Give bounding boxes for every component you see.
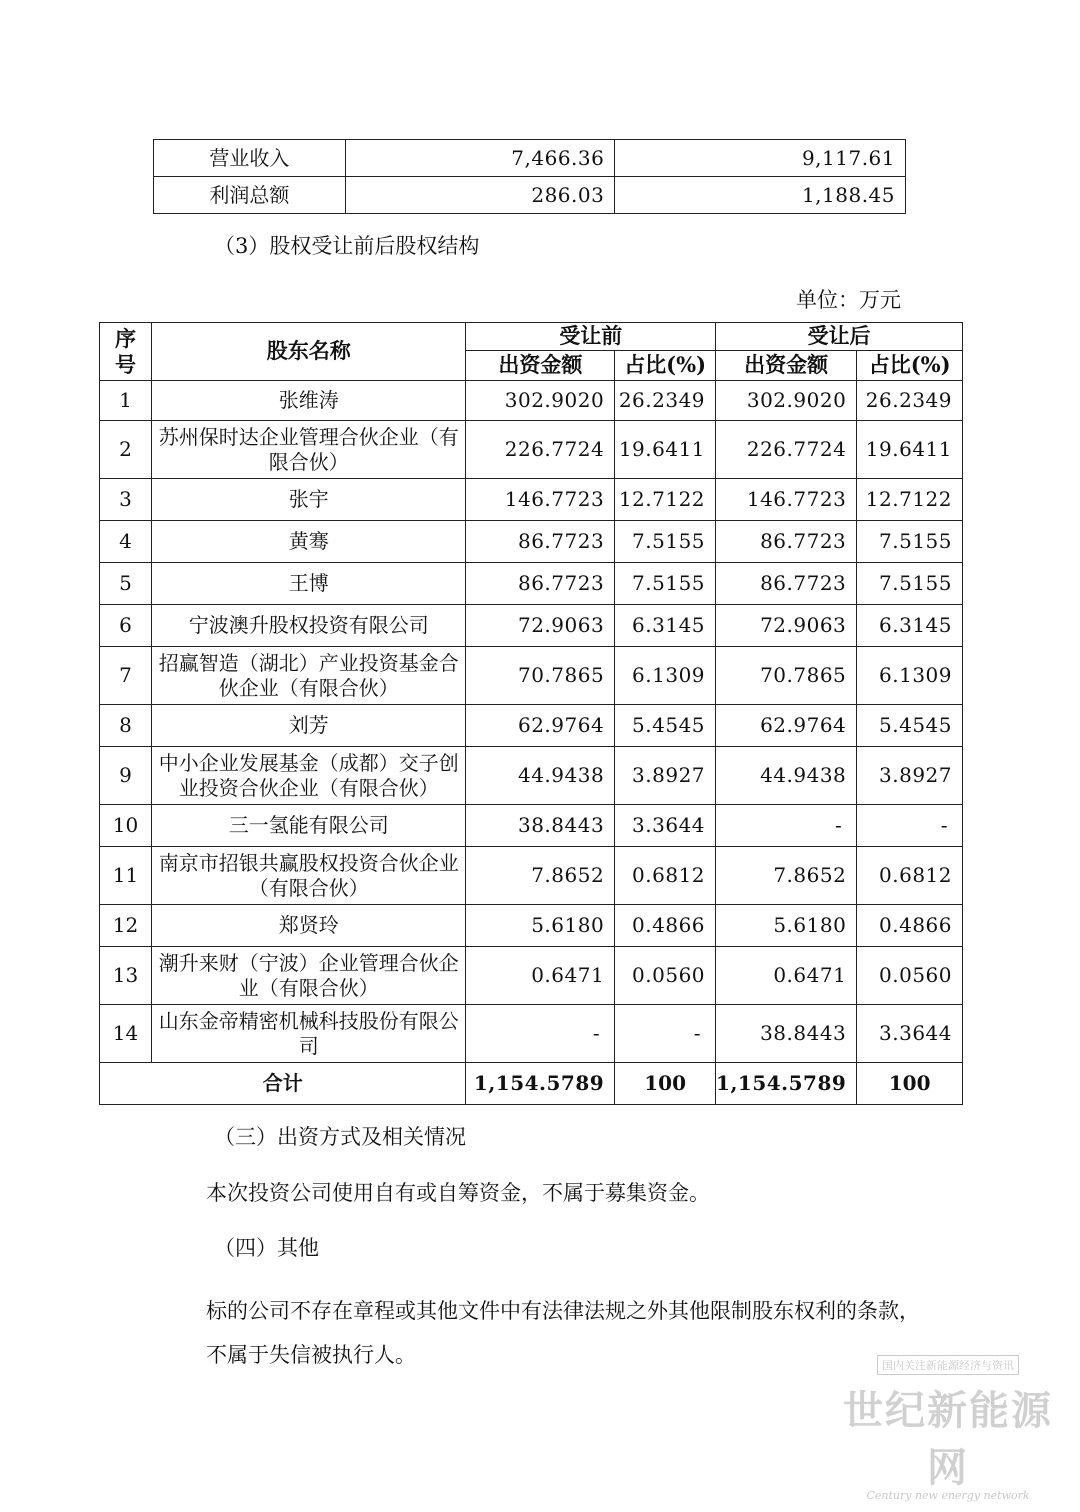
- row-after-amount: 0.6471: [716, 947, 857, 1005]
- table-row: [100, 479, 963, 521]
- watermark-logo: 世纪新能源网: [843, 1388, 1053, 1491]
- row-seq: 9: [100, 747, 152, 805]
- row-before-ratio: 6.3145: [615, 605, 716, 647]
- row-shareholder-name: 潮升来财（宁波）企业管理合伙企业（有限合伙）: [151, 947, 466, 1005]
- row-after-ratio: 19.6411: [857, 421, 963, 479]
- summary-value-2: 9,117.61: [615, 140, 906, 177]
- table-row: [100, 1005, 963, 1063]
- row-shareholder-name: 宁波澳升股权投资有限公司: [151, 605, 466, 647]
- row-after-ratio: 6.1309: [857, 647, 963, 705]
- row-shareholder-name: 招赢智造（湖北）产业投资基金合伙企业（有限合伙）: [151, 647, 466, 705]
- row-before-ratio: 12.7122: [615, 479, 716, 521]
- row-seq: 11: [100, 847, 152, 905]
- header-after-amount: 出资金额: [716, 351, 857, 381]
- row-after-amount: 86.7723: [716, 563, 857, 605]
- row-after-amount: 44.9438: [716, 747, 857, 805]
- row-shareholder-name: 中小企业发展基金（成都）交子创业投资合伙企业（有限合伙）: [151, 747, 466, 805]
- row-before-amount: 0.6471: [466, 947, 615, 1005]
- total-label: 合计: [100, 1063, 466, 1105]
- row-seq: 5: [100, 563, 152, 605]
- row-seq: 8: [100, 705, 152, 747]
- table-row: [100, 521, 963, 563]
- header-after: 受让后: [716, 323, 963, 351]
- header-after-ratio: 占比(%): [857, 351, 963, 381]
- row-after-amount: 70.7865: [716, 647, 857, 705]
- row-before-ratio: 3.3644: [615, 805, 716, 847]
- row-after-amount: 86.7723: [716, 521, 857, 563]
- table-row: [100, 605, 963, 647]
- row-before-amount: 302.9020: [466, 381, 615, 421]
- table-row: [100, 947, 963, 1005]
- row-shareholder-name: 南京市招银共赢股权投资合伙企业（有限合伙）: [151, 847, 466, 905]
- row-shareholder-name: 山东金帝精密机械科技股份有限公司: [151, 1005, 466, 1063]
- row-before-ratio: 0.0560: [615, 947, 716, 1005]
- row-seq: 10: [100, 805, 152, 847]
- section4-heading: （四）其他: [214, 1236, 319, 1260]
- row-after-amount: 302.9020: [716, 381, 857, 421]
- table-row: [100, 647, 963, 705]
- row-after-amount: 226.7724: [716, 421, 857, 479]
- row-shareholder-name: 苏州保时达企业管理合伙企业（有限合伙）: [151, 421, 466, 479]
- row-before-ratio: 7.5155: [615, 521, 716, 563]
- row-after-amount: 146.7723: [716, 479, 857, 521]
- total-after-amount: 1,154.5789: [716, 1063, 857, 1105]
- row-before-ratio: 7.5155: [615, 563, 716, 605]
- table-row: [100, 905, 963, 947]
- header-seq: 序 号: [100, 323, 152, 381]
- table-row: [100, 805, 963, 847]
- row-before-ratio: 26.2349: [615, 381, 716, 421]
- summary-value-1: 286.03: [345, 177, 615, 214]
- other-paragraph: 标的公司不存在章程或其他文件中有法律法规之外其他限制股东权利的条款，不属于失信被执行人。: [206, 1299, 920, 1367]
- row-before-amount: 62.9764: [466, 705, 615, 747]
- header-before: 受让前: [466, 323, 716, 351]
- unit-label: 单位：万元: [796, 288, 901, 312]
- row-seq: 13: [100, 947, 152, 1005]
- row-after-ratio: 5.4545: [857, 705, 963, 747]
- total-row: [100, 1063, 963, 1105]
- watermark: [838, 1354, 1058, 1502]
- row-before-amount: 70.7865: [466, 647, 615, 705]
- row-seq: 4: [100, 521, 152, 563]
- row-after-ratio: 7.5155: [857, 563, 963, 605]
- watermark-tagline: 国内关注新能源经济与资讯: [877, 1355, 1019, 1375]
- row-after-ratio: 12.7122: [857, 479, 963, 521]
- summary-label: 营业收入: [154, 140, 346, 177]
- header-before-amount: 出资金额: [466, 351, 615, 381]
- row-before-ratio: 6.1309: [615, 647, 716, 705]
- row-after-ratio: 26.2349: [857, 381, 963, 421]
- row-seq: 3: [100, 479, 152, 521]
- row-before-amount: 86.7723: [466, 563, 615, 605]
- row-shareholder-name: 黄骞: [151, 521, 466, 563]
- row-after-amount: 5.6180: [716, 905, 857, 947]
- row-before-ratio: 0.4866: [615, 905, 716, 947]
- row-before-amount: 38.8443: [466, 805, 615, 847]
- header-row-1: [100, 323, 963, 351]
- row-before-amount: 7.8652: [466, 847, 615, 905]
- row-after-amount: 72.9063: [716, 605, 857, 647]
- row-after-ratio: 0.6812: [857, 847, 963, 905]
- row-seq: 14: [100, 1005, 152, 1063]
- header-before-ratio: 占比(%): [615, 351, 716, 381]
- row-before-ratio: 5.4545: [615, 705, 716, 747]
- row-after-ratio: 6.3145: [857, 605, 963, 647]
- row-before-amount: 44.9438: [466, 747, 615, 805]
- row-before-ratio: 19.6411: [615, 421, 716, 479]
- row-before-amount: 226.7724: [466, 421, 615, 479]
- row-shareholder-name: 刘芳: [151, 705, 466, 747]
- summary-row: [154, 140, 906, 177]
- section-label: （3）股权受让前后股权结构: [214, 234, 480, 258]
- table-row: [100, 705, 963, 747]
- row-shareholder-name: 三一氢能有限公司: [151, 805, 466, 847]
- row-after-ratio: 0.4866: [857, 905, 963, 947]
- row-before-ratio: 3.8927: [615, 747, 716, 805]
- row-shareholder-name: 王博: [151, 563, 466, 605]
- table-row: [100, 747, 963, 805]
- row-after-amount: -: [716, 805, 857, 847]
- row-before-amount: 72.9063: [466, 605, 615, 647]
- row-after-amount: 7.8652: [716, 847, 857, 905]
- table-row: [100, 381, 963, 421]
- row-after-ratio: 0.0560: [857, 947, 963, 1005]
- row-before-amount: 5.6180: [466, 905, 615, 947]
- row-seq: 6: [100, 605, 152, 647]
- row-after-ratio: 7.5155: [857, 521, 963, 563]
- row-after-amount: 38.8443: [716, 1005, 857, 1063]
- summary-value-2: 1,188.45: [615, 177, 906, 214]
- total-before-amount: 1,154.5789: [466, 1063, 615, 1105]
- summary-row: [154, 177, 906, 214]
- row-after-ratio: 3.8927: [857, 747, 963, 805]
- table-row: [100, 847, 963, 905]
- row-seq: 1: [100, 381, 152, 421]
- header-name: 股东名称: [151, 323, 466, 381]
- summary-value-1: 7,466.36: [345, 140, 615, 177]
- row-after-amount: 62.9764: [716, 705, 857, 747]
- section3-heading: （三）出资方式及相关情况: [214, 1125, 466, 1149]
- row-before-ratio: -: [615, 1005, 716, 1063]
- row-shareholder-name: 郑贤玲: [151, 905, 466, 947]
- row-seq: 7: [100, 647, 152, 705]
- row-seq: 2: [100, 421, 152, 479]
- row-after-ratio: -: [857, 805, 963, 847]
- equity-structure-table: [99, 322, 963, 1105]
- self-funds-paragraph: 本次投资公司使用自有或自筹资金，不属于募集资金。: [206, 1181, 710, 1205]
- row-before-amount: -: [466, 1005, 615, 1063]
- row-seq: 12: [100, 905, 152, 947]
- row-before-amount: 86.7723: [466, 521, 615, 563]
- row-after-ratio: 3.3644: [857, 1005, 963, 1063]
- row-before-amount: 146.7723: [466, 479, 615, 521]
- total-before-ratio: 100: [615, 1063, 716, 1105]
- row-before-ratio: 0.6812: [615, 847, 716, 905]
- total-after-ratio: 100: [857, 1063, 963, 1105]
- summary-label: 利润总额: [154, 177, 346, 214]
- table-row: [100, 563, 963, 605]
- table-row: [100, 421, 963, 479]
- financial-summary-table: [153, 139, 906, 214]
- row-shareholder-name: 张维涛: [151, 381, 466, 421]
- row-shareholder-name: 张宇: [151, 479, 466, 521]
- watermark-english: Century new energy network: [866, 1489, 1030, 1502]
